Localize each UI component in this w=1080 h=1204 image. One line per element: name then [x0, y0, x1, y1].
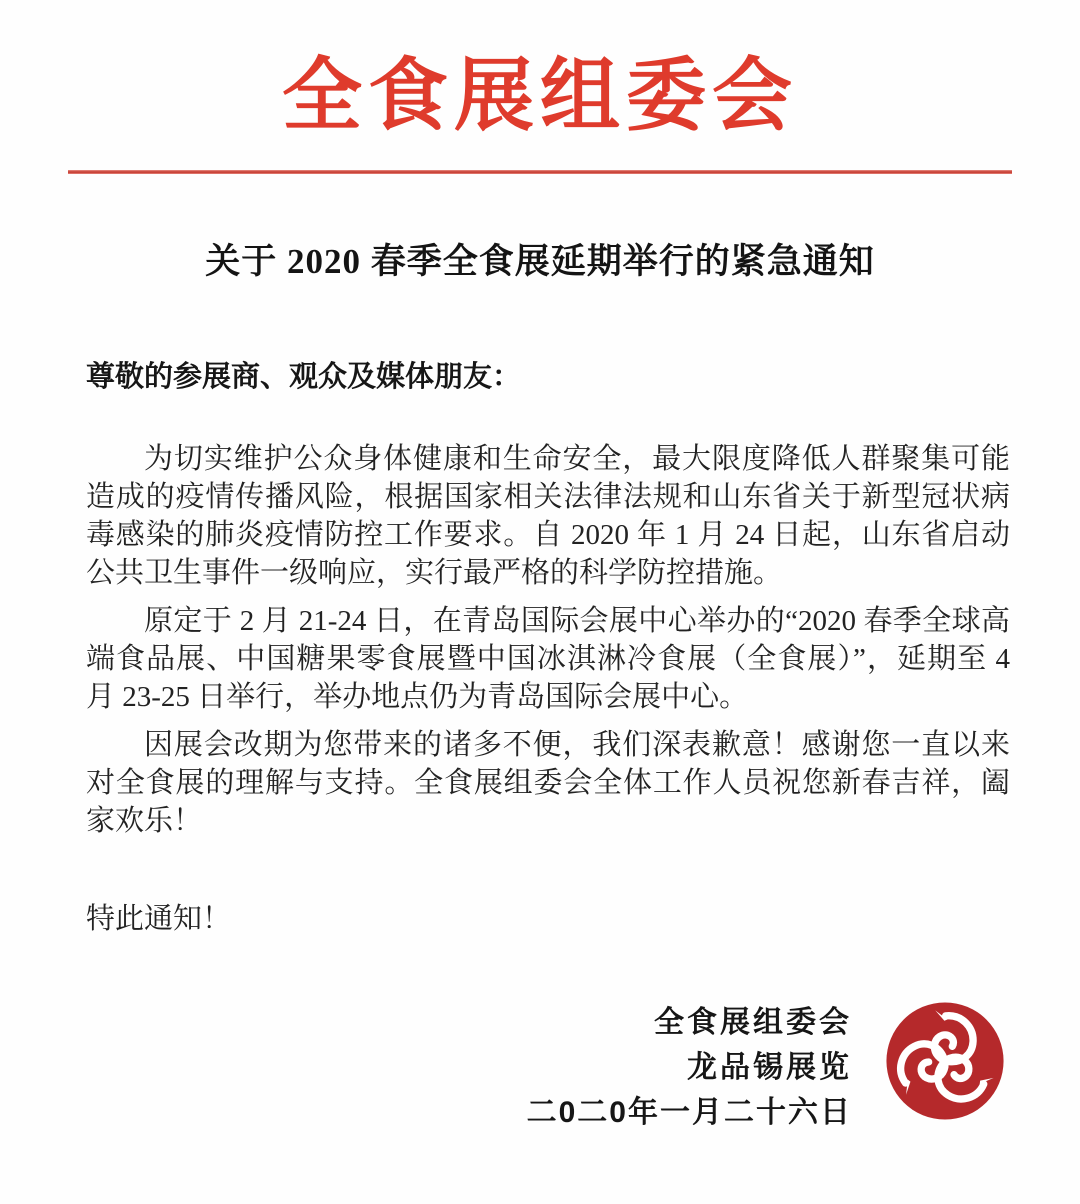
letterhead [0, 0, 1080, 144]
signature-date: 二0二0年一月二十六日 [526, 1096, 852, 1129]
letterhead-title: 全食展组委会 [282, 51, 798, 140]
notice-title: 关于 2020 春季全食展延期举行的紧急通知 [205, 242, 875, 281]
closing-statement: 特此通知！ [86, 903, 232, 935]
dragon-triskelion-seal-icon [884, 1000, 1006, 1122]
signature-block [527, 1000, 852, 1135]
paragraph-apology: 因展会改期为您带来的诸多不便，我们深表歉意！感谢您一直以来对全食展的理解与支持。全食展组委会全体工作人员祝您新春吉祥，阖家欢乐！ [86, 729, 1010, 837]
paragraph-epidemic-measures: 为切实维护公众身体健康和生命安全，最大限度降低人群聚集可能造成的疫情传播风险，根据国家相关法律法规和山东省关于新型冠状病毒感染的肺炎疫情防控工作要求。自 2020 年 1 月 24 日起，山东省启动公共卫生事件一级响应，实行最严格的科学防控措施。 [86, 443, 1010, 589]
signature-company: 龙品锡展览 [687, 1051, 852, 1084]
letterhead-divider-line [68, 170, 1012, 174]
salutation: 尊敬的参展商、观众及媒体朋友： [86, 361, 522, 393]
notice-body [86, 358, 1010, 938]
paragraph-postponement-dates: 原定于 2 月 21-24 日，在青岛国际会展中心举办的“2020 春季全球高端食品展、中国糖果零食展暨中国冰淇淋冷食展（全食展）”，延期至 4 月 23-25 日举行，举办地点仍为青岛国际会展中心。 [86, 605, 1010, 713]
signature-organization: 全食展组委会 [654, 1006, 852, 1039]
